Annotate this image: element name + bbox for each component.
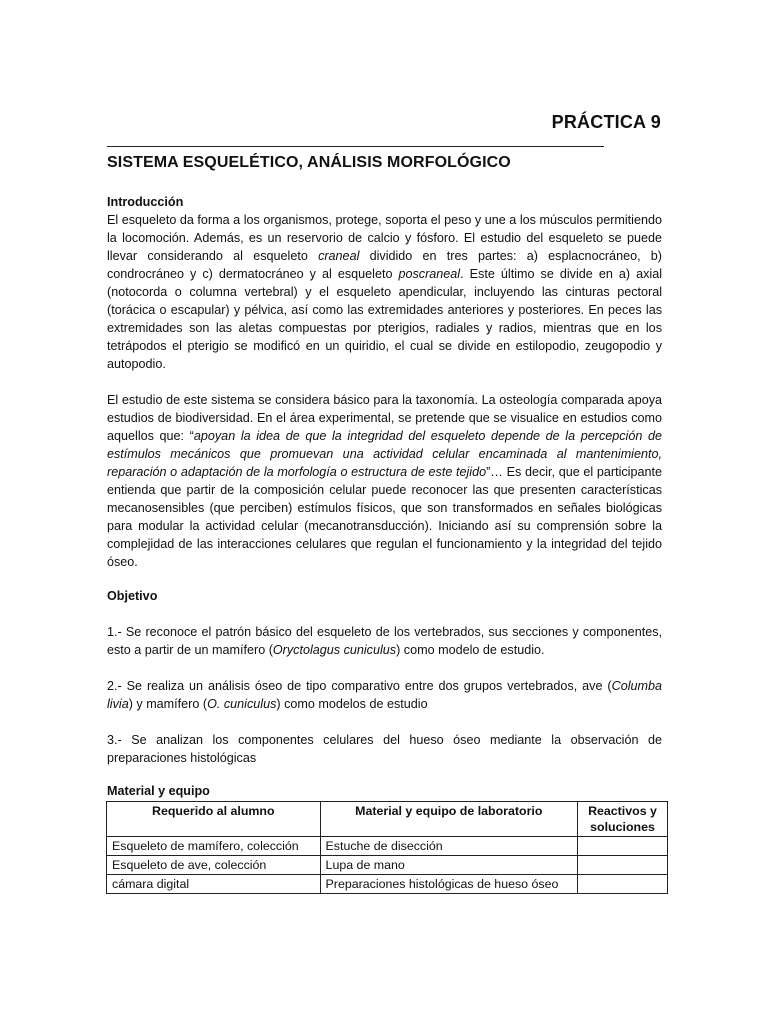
objetivo-heading: Objetivo (107, 589, 158, 603)
intro-p1-em-craneal: craneal (318, 249, 360, 263)
table-row (107, 837, 668, 856)
col-header-alumno: Requerido al alumno (107, 802, 321, 837)
title-rule (107, 146, 604, 147)
table-cell (578, 856, 668, 875)
intro-section (107, 193, 662, 571)
intro-p1-em-poscraneal: poscraneal (398, 267, 461, 281)
page-title: SISTEMA ESQUELÉTICO, ANÁLISIS MORFOLÓGICO (107, 154, 511, 171)
intro-p2-text-b: ”… Es decir, que el participante entienda que partir de la composición celular puede reconocer las que presenten características mecanosensibles (que perciben) estímulos físicos, que son transformados en señales biológicas para modular la actividad celular (mecanotransducción). Iniciando así su comprensión sobre la complejidad de las interacciones celulares que regulan el funcionamiento y la integridad del tejido óseo. (107, 465, 662, 569)
table-row (107, 856, 668, 875)
table-cell: Estuche de disección (320, 837, 577, 856)
col-header-reactivos: Reactivos y soluciones (578, 802, 668, 837)
objetivo-1-species: Oryctolagus cuniculus (272, 643, 397, 657)
table-cell: Esqueleto de mamífero, colección (107, 837, 321, 856)
objetivo-1-text-a: 1.- Se reconoce el patrón básico del esqueleto de los vertebrados, sus secciones y componentes, esto a partir de un mamífero ( (107, 625, 662, 657)
objetivo-1-text-b: ) como modelo de estudio. (396, 643, 545, 657)
material-heading: Material y equipo (107, 784, 210, 798)
objetivo-2-text-b: ) y mamífero ( (128, 697, 208, 711)
intro-p1-text-c: . Este último se divide en a) axial (notocorda o columna vertebral) y el esqueleto apendicular, incluyendo las cinturas pectoral (torácica o escapular) y pélvica, así como las extremidades anteriores y posteriores. En peces las extremidades son las aletas compuestas por pterigios, radiales y radios, mientras que en los tetrápodos el pterigio se modificó en un quiridio, el cual se divide en estilopodio, zeugopodio y autopodio. (107, 267, 662, 371)
intro-heading: Introducción (107, 195, 184, 209)
material-header-row (107, 802, 668, 837)
table-row (107, 875, 668, 894)
table-cell: Esqueleto de ave, colección (107, 856, 321, 875)
objetivo-2-species-2: O. cuniculus (207, 697, 277, 711)
intro-p2-quote: apoyan la idea de que la integridad del esqueleto depende de la percepción de estímulos mecánicos que promuevan una actividad celular encaminada al mantenimiento, reparación o adaptación de la morfología o estructura de este tejido (107, 429, 662, 479)
practice-number: PRÁCTICA 9 (551, 112, 661, 132)
intro-paragraph-2 (107, 391, 662, 571)
intro-p2-text-a: El estudio de este sistema se considera básico para la taxonomía. La osteología comparada apoya estudios de biodiversidad. En el área experimental, se pretende que se visualice en estudios como aquellos que: “ (107, 393, 662, 443)
intro-p1-text-a: El esqueleto da forma a los organismos, protege, soporta el peso y une a los músculos permitiendo la locomoción. Además, es un reservorio de calcio y fósforo. El estudio del esqueleto se puede llevar considerando al esqueleto (107, 213, 662, 263)
objetivo-2-species-1: Columba livia (107, 679, 662, 711)
material-table (106, 801, 668, 894)
objetivo-item-1 (107, 623, 662, 659)
table-cell: Preparaciones histológicas de hueso óseo (320, 875, 577, 894)
col-header-laboratorio: Material y equipo de laboratorio (320, 802, 577, 837)
intro-paragraph-1 (107, 211, 662, 373)
objetivo-2-text-a: 2.- Se realiza un análisis óseo de tipo comparativo entre dos grupos vertebrados, ave ( (107, 679, 612, 693)
table-cell (578, 875, 668, 894)
table-cell: Lupa de mano (320, 856, 577, 875)
objetivo-item-2 (107, 677, 662, 713)
intro-p1-text-b: dividido en tres partes: a) esplacnocráneo, b) condrocráneo y c) dermatocráneo y al esqueleto (107, 249, 663, 281)
objetivo-section (107, 587, 662, 767)
table-cell: cámara digital (107, 875, 321, 894)
objetivo-item-3: 3.- Se analizan los componentes celulares del hueso óseo mediante la observación de preparaciones histológicas (107, 733, 662, 765)
objetivo-2-text-c: ) como modelos de estudio (276, 697, 428, 711)
table-cell (578, 837, 668, 856)
